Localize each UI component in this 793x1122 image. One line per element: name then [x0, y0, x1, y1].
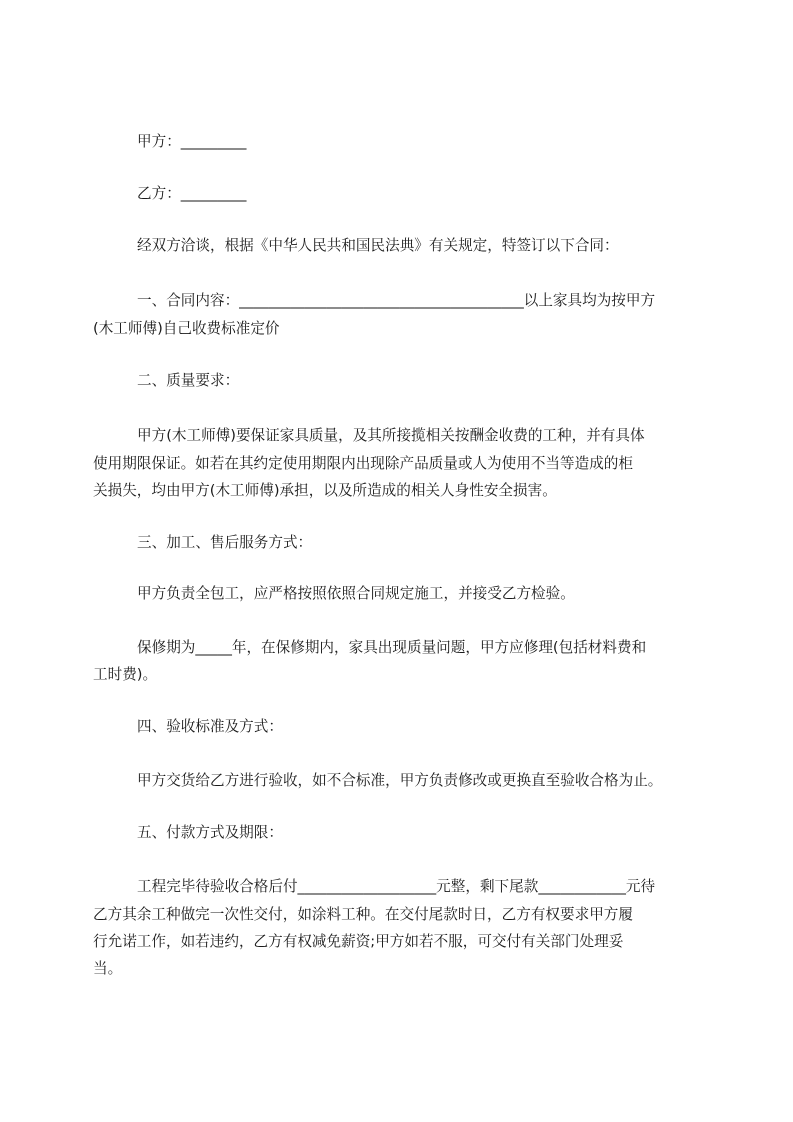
section-3-paragraph-2-line-2: 工时费)。	[93, 666, 158, 683]
section-1-line-2: (木工师傅)自己收费标准定价	[93, 320, 280, 337]
party-a-line: 甲方：_________	[137, 133, 247, 150]
section-2-line-2: 使用期限保证。如若在其约定使用期限内出现除产品质量或人为使用不当等造成的柜	[93, 455, 633, 472]
preamble: 经双方洽谈，根据《中华人民共和国民法典》有关规定，特签订以下合同：	[137, 237, 619, 254]
section-3-paragraph-2-line-1: 保修期为_____年，在保修期内，家具出现质量问题，甲方应修理(包括材料费和	[137, 639, 647, 656]
section-1-line-1: 一、合同内容：_______________________________________以上家具均为按甲方	[137, 292, 656, 309]
section-3-paragraph-1: 甲方负责全包工，应严格按照依照合同规定施工，并接受乙方检验。	[137, 585, 575, 602]
section-4-heading: 四、验收标准及方式：	[137, 718, 283, 735]
section-4-paragraph-1: 甲方交货给乙方进行验收，如不合标准，甲方负责修改或更换直至验收合格为止。	[137, 772, 663, 789]
section-5-line-1: 工程完毕待验收合格后付___________________元整，剩下尾款____________元待	[137, 878, 656, 895]
section-5-line-4: 当。	[93, 960, 123, 977]
section-3-heading: 三、加工、售后服务方式：	[137, 534, 313, 551]
section-2-line-3: 关损失，均由甲方(木工师傅)承担，以及所造成的相关人身性安全损害。	[93, 482, 557, 499]
section-5-line-2: 乙方其余工种做完一次性交付，如涂料工种。在交付尾款时日，乙方有权要求甲方履	[93, 906, 633, 923]
section-2-heading: 二、质量要求：	[137, 372, 240, 389]
section-2-line-1: 甲方(木工师傅)要保证家具质量，及其所接揽相关按酬金收费的工种，并有具体	[137, 427, 645, 444]
section-5-line-3: 行允诺工作，如若违约，乙方有权减免薪资;甲方如若不服，可交付有关部门处理妥	[93, 933, 624, 950]
party-b-line: 乙方：_________	[137, 185, 247, 202]
section-5-heading: 五、付款方式及期限：	[137, 824, 283, 841]
